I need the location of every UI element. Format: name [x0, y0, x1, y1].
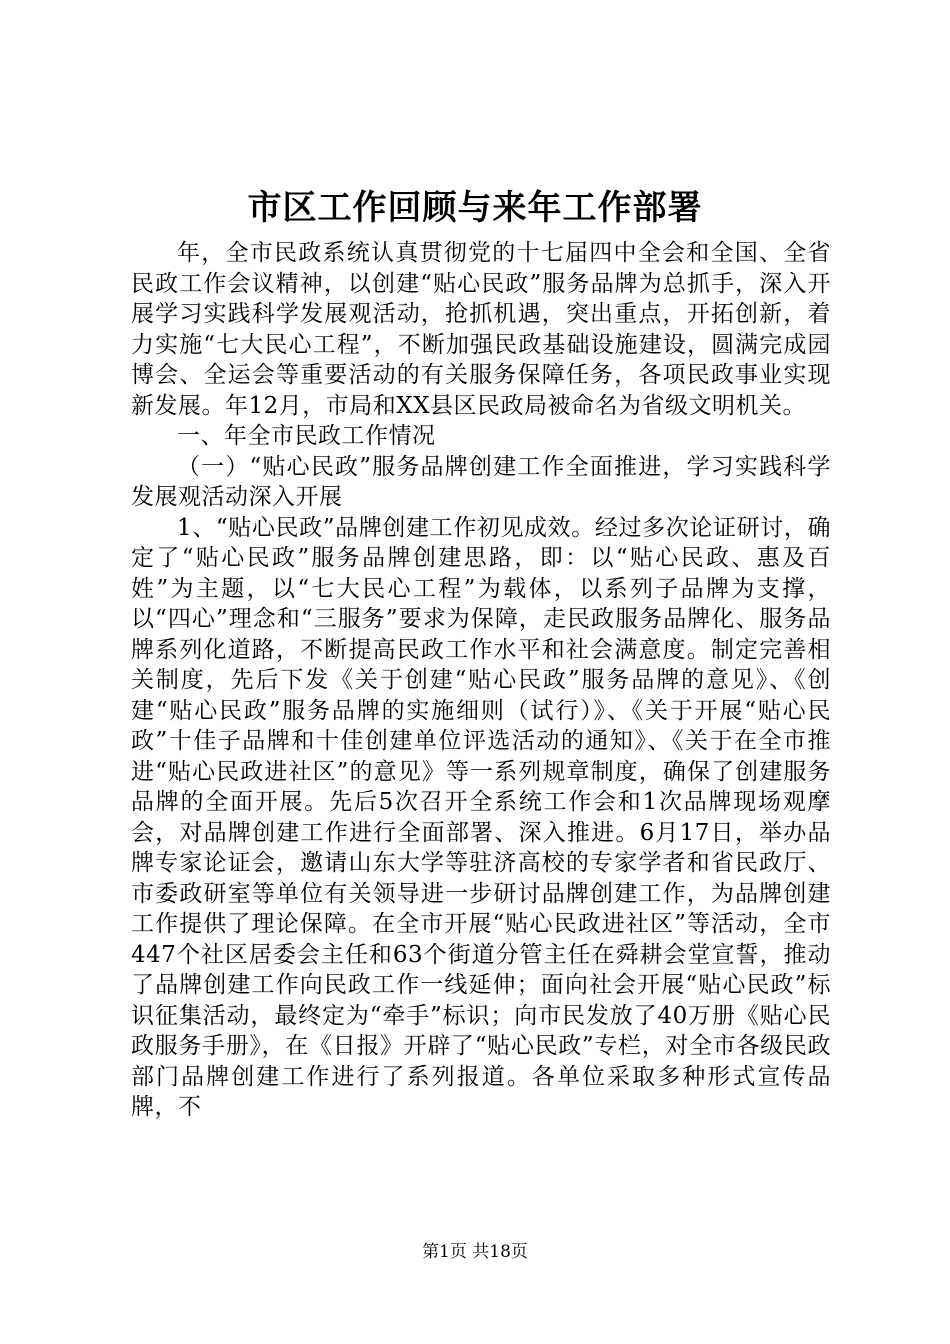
intro-paragraph: 年，全市民政系统认真贯彻党的十七届四中全会和全国、全省民政工作会议精神，以创建“贴心民政”服务品牌为总抓手，深入开展学习实践科学发展观活动，抢抓机遇，突出重点，开拓创新，着力实施“七大民心工程”，不断加强民政基础设施建设，圆满完成园博会、全运会等重要活动的有关服务保障任务，各项民政事业实现新发展。年12月，市局和XX县区民政局被命名为省级文明机关。: [131, 240, 831, 419]
subsection-heading: （一）“贴心民政”服务品牌创建工作全面推进，学习实践科学发展观活动深入开展: [131, 453, 831, 510]
document-body: [131, 238, 831, 1123]
body-paragraph: 1、“贴心民政”品牌创建工作初见成效。经过多次论证研讨，确定了“贴心民政”服务品牌创建思路，即：以“贴心民政、惠及百姓”为主题，以“七大民心工程”为载体，以系列子品牌为支撑，以“四心”理念和“三服务”要求为保障，走民政服务品牌化、服务品牌系列化道路，不断提高民政工作水平和社会满意度。制定完善相关制度，先后下发《关于创建“贴心民政”服务品牌的意见》、《创建“贴心民政”服务品牌的实施细则（试行）》、《关于开展“贴心民政”十佳子品牌和十佳创建单位评选活动的通知》、《关于在全市推进“贴心民政进社区”的意见》等一系列规章制度，确保了创建服务品牌的全面开展。先后5次召开全系统工作会和1次品牌现场观摩会，对品牌创建工作进行全面部署、深入推进。6月17日，举办品牌专家论证会，邀请山东大学等驻济高校的专家学者和省民政厅、市委政研室等单位有关领导进一步研讨品牌创建工作，为品牌创建工作提供了理论保障。在全市开展“贴心民政进社区”等活动，全市447个社区居委会主任和63个街道分管主任在舜耕会堂宣誓，推动了品牌创建工作向民政工作一线延伸；面向社会开展“贴心民政”标识征集活动，最终定为“牵手”标识；向市民发放了40万册《贴心民政服务手册》，在《日报》开辟了“贴心民政”专栏，对全市各级民政部门品牌创建工作进行了系列报道。各单位采取多种形式宣传品牌，不: [131, 514, 831, 1120]
page-footer: 第1页 共18页: [422, 1242, 528, 1262]
document-title: 市区工作回顾与来年工作部署: [247, 188, 703, 228]
section-heading: 一、年全市民政工作情况: [177, 423, 436, 449]
